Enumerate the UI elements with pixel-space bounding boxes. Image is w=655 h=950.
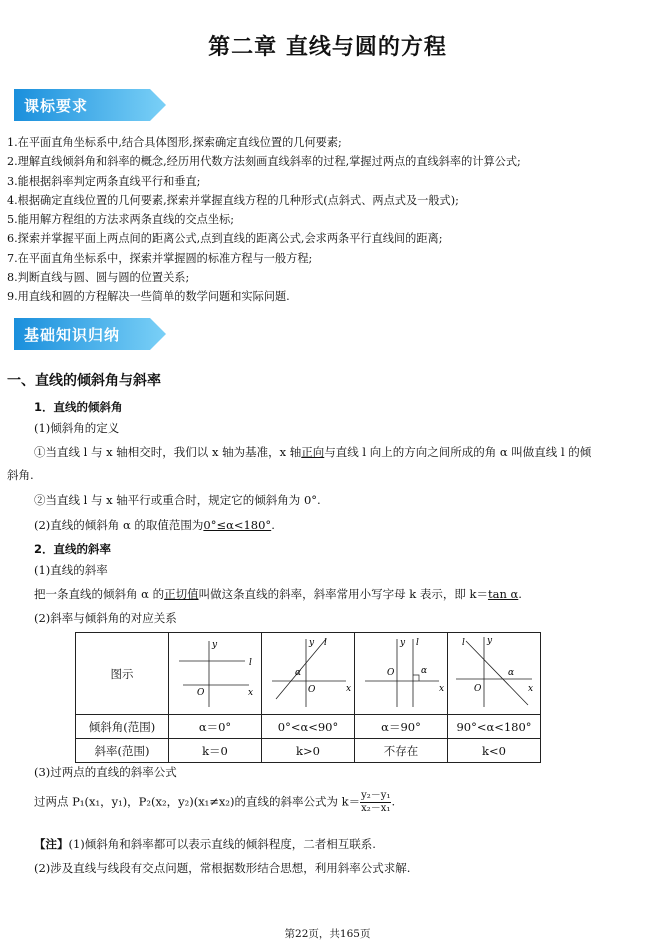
svg-text:y: y bbox=[212, 640, 218, 650]
banner-curriculum-label: 课标要求 bbox=[24, 97, 89, 115]
graph-positive bbox=[262, 633, 355, 715]
requirement-item: 7.在平面直角坐标系中，探索并掌握圆的标准方程与一般方程; bbox=[7, 251, 313, 265]
svg-text:O: O bbox=[308, 685, 316, 695]
row-header-figure: 图示 bbox=[76, 633, 169, 715]
svg-text:x: x bbox=[248, 688, 254, 698]
svg-text:y: y bbox=[400, 638, 406, 648]
slope-fraction: $\frac{\text{y₂－y₁}}{\text{x₂－x₁}}$ bbox=[361, 790, 391, 814]
angle-cell: 0°<α<90° bbox=[262, 715, 355, 739]
note-2: (2)涉及直线与线段有交点问题，常根据数形结合思想，利用斜率公式求解. bbox=[34, 861, 411, 875]
vertical-line-graph-icon bbox=[355, 633, 447, 711]
angle-cell: α＝90° bbox=[355, 715, 448, 739]
paragraph-slope-def: 把一条直线的倾斜角 α 的正切值叫做这条直线的斜率，斜率常用小写字母 k 表示，即 k＝tan α. bbox=[34, 587, 522, 601]
svg-text:O: O bbox=[197, 688, 205, 698]
svg-text:l: l bbox=[249, 658, 252, 668]
angle-cell: α＝0° bbox=[169, 715, 262, 739]
paragraph-range: (2)直线的倾斜角 α 的取值范围为0°≤α<180°. bbox=[34, 518, 275, 532]
svg-text:l: l bbox=[324, 638, 327, 648]
requirement-item: 3.能根据斜率判定两条直线平行和垂直; bbox=[7, 174, 201, 188]
svg-text:x: x bbox=[528, 684, 534, 694]
row-header-angle: 倾斜角(范围) bbox=[76, 715, 169, 739]
subheading-slope: 2．直线的斜率 bbox=[34, 542, 112, 556]
page-footer: 第22页，共165页 bbox=[284, 928, 371, 940]
paragraph-correspondence: (2)斜率与倾斜角的对应关系 bbox=[34, 611, 177, 625]
slope-def-label: (1)直线的斜率 bbox=[34, 563, 108, 577]
paragraph-inclination-def-cont: 斜角. bbox=[7, 468, 34, 482]
negative-slope-graph-icon bbox=[448, 633, 540, 711]
requirement-item: 4.根据确定直线位置的几何要素,探索并掌握直线方程的几种形式(点斜式、两点式及一般式); bbox=[7, 193, 459, 207]
note-tag: 【注】 bbox=[34, 837, 69, 851]
svg-text:α: α bbox=[421, 666, 428, 676]
banner-knowledge bbox=[14, 318, 166, 350]
slope-cell: k＝0 bbox=[169, 739, 262, 763]
banner-knowledge-label: 基础知识归纳 bbox=[24, 326, 121, 344]
svg-text:α: α bbox=[508, 668, 515, 678]
slope-cell: k>0 bbox=[262, 739, 355, 763]
requirement-item: 2.理解直线倾斜角和斜率的概念,经历用代数方法刻画直线斜率的过程,掌握过两点的直线斜率的计算公式; bbox=[7, 155, 521, 169]
paragraph-inclination-def: ①当直线 l 与 x 轴相交时，我们以 x 轴为基准，x 轴正向与直线 l 向上的方向之间所成的角 α 叫做直线 l 的倾 bbox=[34, 445, 592, 459]
requirement-item: 1.在平面直角坐标系中,结合具体图形,探索确定直线位置的几何要素; bbox=[7, 136, 342, 149]
svg-text:x: x bbox=[346, 684, 352, 694]
two-point-formula-label: (3)过两点的直线的斜率公式 bbox=[34, 765, 177, 779]
angle-cell: 90°<α<180° bbox=[448, 715, 541, 739]
slope-cell: k<0 bbox=[448, 739, 541, 763]
page-title: 第二章 直线与圆的方程 bbox=[208, 35, 447, 60]
svg-text:y: y bbox=[487, 636, 493, 646]
graph-horizontal bbox=[169, 633, 262, 715]
svg-text:O: O bbox=[387, 668, 395, 678]
svg-text:O: O bbox=[474, 684, 482, 694]
paragraph-parallel: ②当直线 l 与 x 轴平行或重合时，规定它的倾斜角为 0°. bbox=[34, 493, 321, 507]
graph-negative bbox=[448, 633, 541, 715]
subheading-inclination: 1．直线的倾斜角 bbox=[34, 400, 123, 414]
requirement-item: 8.判断直线与圆、圆与圆的位置关系; bbox=[7, 271, 190, 285]
svg-text:α: α bbox=[295, 668, 302, 678]
banner-curriculum bbox=[14, 89, 166, 121]
note-1: 【注】(1)倾斜角和斜率都可以表示直线的倾斜程度，二者相互联系. bbox=[34, 837, 376, 851]
slope-angle-table bbox=[75, 632, 541, 763]
requirements-list bbox=[7, 133, 521, 307]
horizontal-line-graph-icon bbox=[169, 633, 261, 711]
row-header-slope: 斜率(范围) bbox=[76, 739, 169, 763]
requirement-item: 9.用直线和圆的方程解决一些简单的数学问题和实际问题. bbox=[7, 290, 290, 304]
definition-label: (1)倾斜角的定义 bbox=[34, 421, 120, 435]
svg-text:y: y bbox=[309, 638, 315, 648]
requirement-item: 5.能用解方程组的方法求两条直线的交点坐标; bbox=[7, 213, 235, 227]
two-point-formula: 过两点 P₁(x₁，y₁)，P₂(x₂，y₂)(x₁≠x₂)的直线的斜率公式为 k＝ $\frac{\text{y₂－y₁}}{\text{x₂－x₁}}$. bbox=[34, 790, 396, 814]
svg-text:l: l bbox=[416, 638, 419, 648]
positive-slope-graph-icon bbox=[262, 633, 354, 711]
svg-text:l: l bbox=[462, 638, 465, 648]
graph-vertical bbox=[355, 633, 448, 715]
section-heading: 一、直线的倾斜角与斜率 bbox=[7, 373, 161, 389]
requirement-item: 6.探索并掌握平面上两点间的距离公式,点到直线的距离公式,会求两条平行直线间的距离; bbox=[7, 232, 443, 246]
slope-cell: 不存在 bbox=[355, 739, 448, 763]
svg-text:x: x bbox=[439, 684, 445, 694]
